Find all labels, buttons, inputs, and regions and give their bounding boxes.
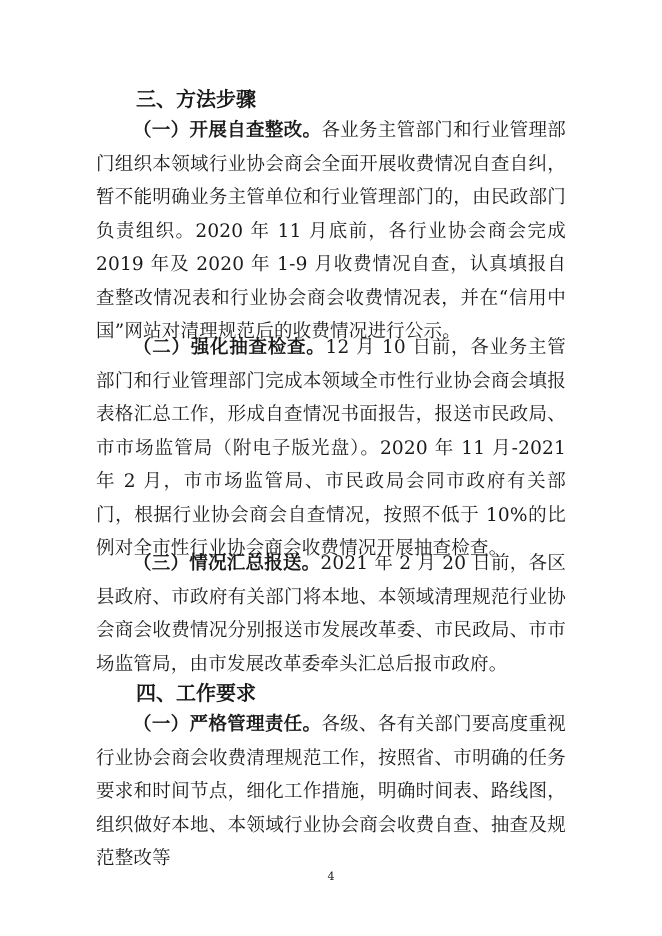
paragraph-body-self-inspection: 各业务主管部门和行业管理部门组织本领域行业协会商会全面开展收费情况自查自纠，暂不能明确业务主管单位和行业管理部门的，由民政部门负责组织。2020 年 11 月底前，各行业协会商会完成 2019 年及 2020 年 1-9 月收费情况自查，认真填报自查整改情况表和行业协会商会收费情况表，并在“信用中国”网站对清理规范后的收费情况进行公示。 [96,120,566,342]
paragraph-lead-summary-report: （三）情况汇总报送。 [133,553,321,574]
paragraph-spot-check [96,331,566,566]
paragraph-lead-self-inspection: （一）开展自查整改。 [133,120,322,141]
paragraph-summary-report [96,547,566,681]
paragraph-lead-management-responsibility: （一）严格管理责任。 [133,714,322,735]
section-heading-methods-steps: 三、方法步骤 [136,87,256,111]
paragraph-lead-spot-check: （二）强化抽查检查。 [133,337,326,358]
section-heading-work-requirements: 四、工作要求 [136,681,256,705]
page-number: 4 [327,870,335,883]
paragraph-management-responsibility [96,708,566,876]
paragraph-body-spot-check: 12 月 10 日前，各业务主管部门和行业管理部门完成本领域全市性行业协会商会填报表格汇总工作，形成自查情况书面报告，报送市民政局、市市场监管局（附电子版光盘）。2020 年 11 月-2021 年 2 月，市市场监管局、市民政局会同市政府有关部门，根据行业协会商会自查情况，按照不低于 10%的比例对全市性行业协会商会收费情况开展抽查检查。 [96,337,566,559]
paragraph-body-summary-report: 2021 年 2 月 20 日前，各区县政府、市政府有关部门将本地、本领域清理规范行业协会商会收费情况分别报送市发展改革委、市民政局、市市场监管局，由市发展改革委牵头汇总后报市政府。 [96,553,566,675]
paragraph-body-management-responsibility: 各级、各有关部门要高度重视行业协会商会收费清理规范工作，按照省、市明确的任务要求和时间节点，细化工作措施，明确时间表、路线图，组织做好本地、本领域行业协会商会收费自查、抽查及规范整改等 [96,714,566,869]
paragraph-self-inspection [96,114,566,349]
